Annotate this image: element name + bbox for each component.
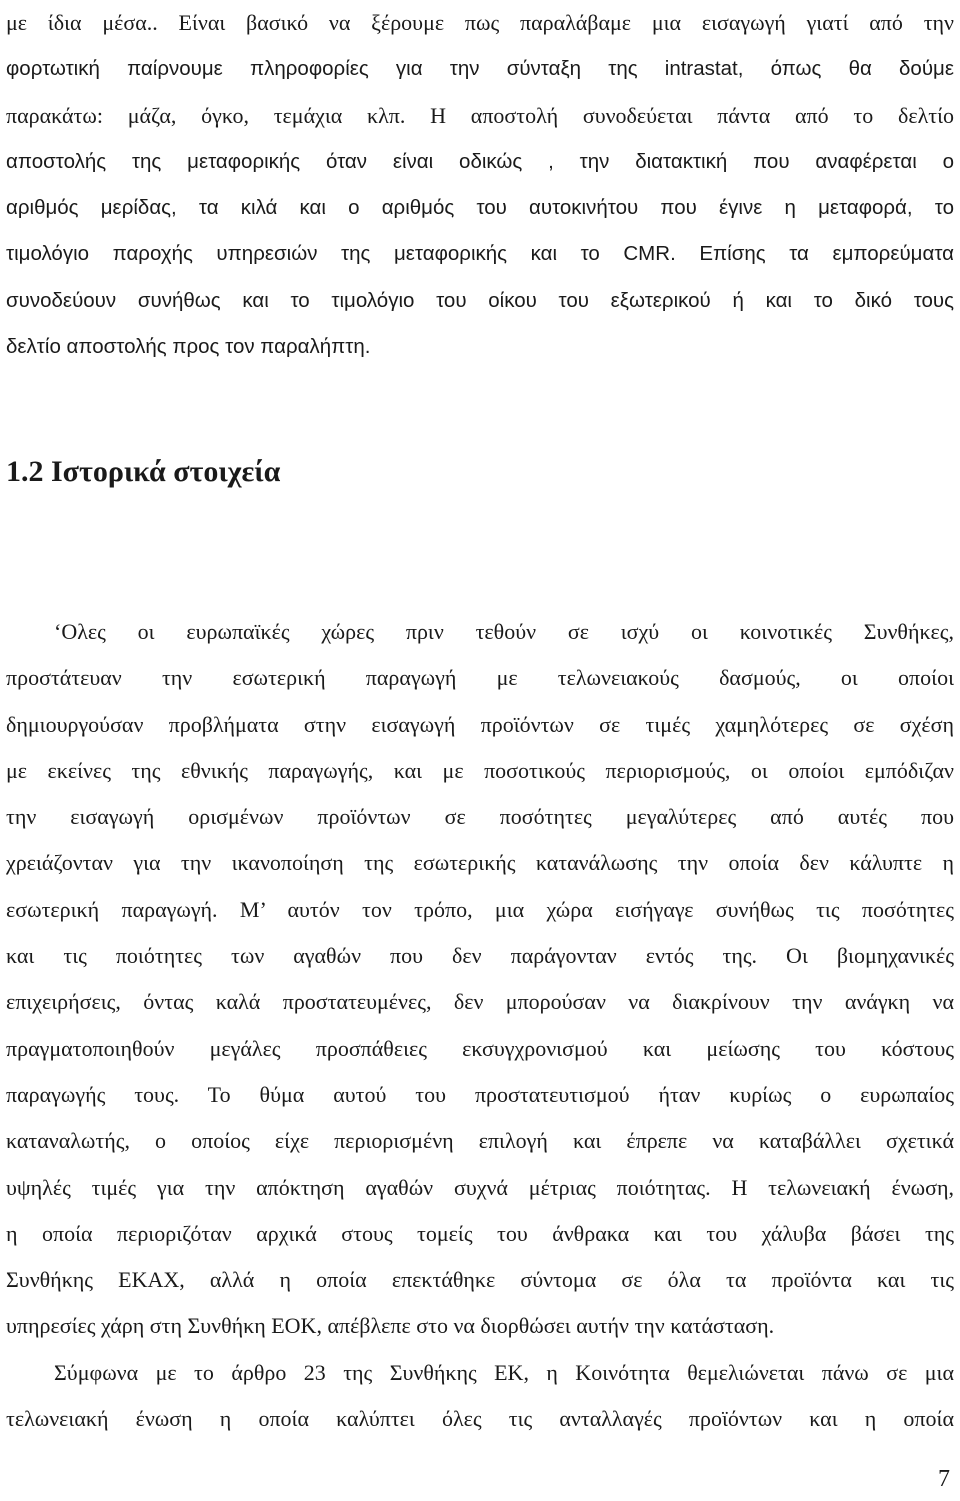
text-line: χρειάζονταν για την ικανοποίηση της εσωτερικής κατανάλωσης την οποία δεν κάλυπτε η	[6, 850, 954, 876]
text-line: αριθμός μερίδας, τα κιλά και ο αριθμός του αυτοκινήτου που έγινε η μεταφορά, το	[6, 196, 954, 220]
text-line: πραγματοποιηθούν μεγάλες προσπάθειες εκσυγχρονισμού και μείωσης του κόστους	[6, 1035, 954, 1061]
text-line: η οποία περιοριζόταν αρχικά στους τομείς του άνθρακα και του χάλυβα βάσει της	[6, 1220, 954, 1246]
text-line: αποστολής της μεταφορικής όταν είναι οδικώς , την διατακτική που αναφέρεται ο	[6, 149, 954, 173]
text-line: φορτωτική παίρνουμε πληροφορίες για την σύνταξη της intrastat, όπως θα δούμε	[6, 57, 954, 81]
text-line: δημιουργούσαν προβλήματα στην εισαγωγή προϊόντων σε τιμές χαμηλότερες σε σχέση	[6, 711, 954, 737]
text-line: την εισαγωγή ορισμένων προϊόντων σε ποσότητες μεγαλύτερες από αυτές που	[6, 804, 954, 830]
text-line: συνοδεύουν συνήθως και το τιμολόγιο του οίκου του εξωτερικού ή και το δικό τους	[6, 288, 954, 312]
text-line: Σύμφωνα με το άρθρο 23 της Συνθήκης ΕΚ, η Κοινότητα θεμελιώνεται πάνω σε μια	[54, 1359, 954, 1385]
paragraph-intro	[6, 0, 954, 370]
text-line: ‘Ολες οι ευρωπαϊκές χώρες πριν τεθούν σε ισχύ οι κοινοτικές Συνθήκες,	[54, 619, 954, 644]
text-line: εσωτερική παραγωγή. Μ’ αυτόν τον τρόπο, μια χώρα εισήγαγε συνήθως τις ποσότητες	[6, 896, 954, 922]
text-line: παρακάτω: μάζα, όγκο, τεμάχια κλπ. Η αποστολή συνοδεύεται πάντα από το δελτίο	[6, 102, 954, 128]
text-line: υπηρεσίες χάρη στη Συνθήκη ΕΟΚ, απέβλεπε στο να διορθώσει αυτήν την κατάσταση.	[6, 1313, 775, 1339]
text-line: τιμολόγιο παροχής υπηρεσιών της μεταφορικής και το CMR. Επίσης τα εμπορεύματα	[6, 242, 954, 266]
paragraph-history	[6, 609, 954, 1442]
text-line: Συνθήκης ΕΚΑΧ, αλλά η οποία επεκτάθηκε σύντομα σε όλα τα προϊόντα και τις	[6, 1267, 954, 1293]
text-line: δελτίο αποστολής προς τον παραλήπτη.	[6, 335, 371, 359]
page-number: 7	[938, 1466, 950, 1492]
text-line: τελωνειακή ένωση η οποία καλύπτει όλες τις ανταλλαγές προϊόντων και η οποία	[6, 1406, 954, 1432]
text-line: καταναλωτής, ο οποίος είχε περιορισμένη επιλογή και έπρεπε να καταβάλλει σχετικά	[6, 1128, 954, 1154]
text-line: προστάτευαν την εσωτερική παραγωγή με τελωνειακούς δασμούς, οι οποίοι	[6, 665, 954, 691]
text-line: παραγωγής τους. Το θύμα αυτού του προστατευτισμού ήταν κυρίως ο ευρωπαίος	[6, 1081, 954, 1107]
text-line: με εκείνες της εθνικής παραγωγής, και με ποσοτικούς περιορισμούς, οι οποίοι εμπόδιζαν	[6, 757, 954, 783]
text-line: επιχειρήσεις, όντας καλά προστατευμένες, δεν μπορούσαν να διακρίνουν την ανάγκη να	[6, 989, 954, 1015]
text-line: και τις ποιότητες των αγαθών που δεν παράγονταν εντός της. Οι βιομηχανικές	[6, 943, 954, 969]
text-line: με ίδια μέσα.. Είναι βασικό να ξέρουμε πως παραλάβαμε μια εισαγωγή γιατί από την	[6, 10, 954, 35]
section-heading: 1.2 Ιστορικά στοιχεία	[6, 455, 281, 488]
text-line: υψηλές τιμές για την απόκτηση αγαθών συχνά μέτριας ποιότητας. Η τελωνειακή ένωση,	[6, 1174, 954, 1200]
